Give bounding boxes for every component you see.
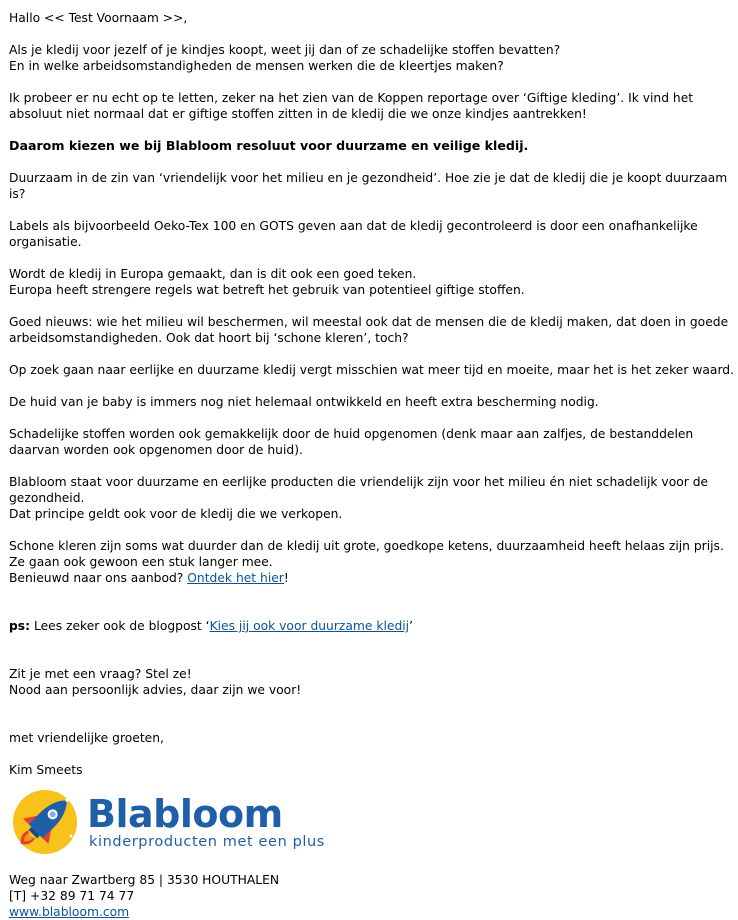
europa-line-2: Europa heeft strengere regels wat betreft het gebruik van potentieel giftige stoffen.	[9, 283, 525, 297]
schone-paragraph	[9, 538, 734, 586]
schone-line-2-prefix: Benieuwd naar ons aanbod?	[9, 571, 188, 585]
greeting: Hallo << Test Voornaam >>,	[9, 11, 188, 25]
intro-paragraph	[9, 42, 734, 74]
website-link[interactable]: www.blabloom.com	[9, 905, 130, 919]
spacer	[9, 602, 734, 618]
blabloom-line-1: Blabloom staat voor duurzame en eerlijke producten die vriendelijk zijn voor het milieu én niet schadelijk voor de gezondheid.	[9, 475, 709, 505]
duurzaam-paragraph: Duurzaam in de zin van ‘vriendelijk voor het milieu en je gezondheid’. Hoe zie je dat de kledij die je koopt duurzaam is?	[9, 171, 728, 201]
blabloom-line-2: Dat principe geldt ook voor de kledij die we verkopen.	[9, 507, 343, 521]
phone: [T] +32 89 71 74 77	[9, 889, 135, 903]
address: Weg naar Zwartberg 85 | 3530 HOUTHALEN	[9, 873, 280, 887]
europa-line-1: Wordt de kledij in Europa gemaakt, dan is dit ook een goed teken.	[9, 267, 417, 281]
logo-text	[87, 794, 325, 850]
signature: Kim Smeets	[9, 763, 83, 777]
ontdek-link[interactable]: Ontdek het hier	[187, 571, 284, 585]
koppen-paragraph: Ik probeer er nu echt op te letten, zeker na het zien van de Koppen reportage over ‘Giftige kleding’. Ik vind het absoluut niet normaal dat er giftige stoffen zitten in de kledij die we onze kindjes aantrekken!	[9, 91, 694, 121]
labels-paragraph: Labels als bijvoorbeeld Oeko-Tex 100 en GOTS geven aan dat de kledij gecontroleerd is door een onafhankelijke organisatie.	[9, 219, 698, 249]
zoeken-paragraph: Op zoek gaan naar eerlijke en duurzame kledij vergt misschien wat meer tijd en moeite, maar het is het zeker waard.	[9, 363, 735, 377]
stoffen-paragraph: Schadelijke stoffen worden ook gemakkelijk door de huid opgenomen (denk maar aan zalfjes, de bestanddelen daarvan worden ook opgenomen door de huid).	[9, 427, 694, 457]
ps-prefix: Lees zeker ook de blogpost ‘	[30, 619, 210, 633]
spacer	[9, 714, 734, 730]
nieuws-paragraph: Goed nieuws: wie het milieu wil beschermen, wil meestal ook dat de mensen die de kledij maken, dat doen in goede arbeidsomstandigheden. Ook dat hoort bij ‘schone kleren’, toch?	[9, 315, 729, 345]
question-paragraph	[9, 666, 734, 698]
schone-line-1: Schone kleren zijn soms wat duurder dan de kledij uit grote, goedkope ketens, duurzaamheid heeft helaas zijn prijs. Ze gaan ook gewoon een stuk langer mee.	[9, 539, 724, 569]
intro-line-1: Als je kledij voor jezelf of je kindjes koopt, weet jij dan of ze schadelijke stoffen bevatten?	[9, 43, 561, 57]
blogpost-link[interactable]: Kies jij ook voor duurzame kledij	[209, 619, 410, 633]
spacer	[9, 650, 734, 666]
ps-suffix: ’	[409, 619, 414, 633]
huid-paragraph: De huid van je baby is immers nog niet helemaal ontwikkeld en heeft extra bescherming nodig.	[9, 395, 599, 409]
schone-line-2-suffix: !	[283, 571, 289, 585]
intro-line-2: En in welke arbeidsomstandigheden de mensen werken die de kleertjes maken?	[9, 59, 504, 73]
logo-name: Blabloom	[87, 792, 283, 836]
section-heading: Daarom kiezen we bij Blabloom resoluut voor duurzame en veilige kledij.	[9, 138, 529, 153]
europa-paragraph	[9, 266, 734, 298]
closing: met vriendelijke groeten,	[9, 731, 164, 745]
blabloom-logo[interactable]	[9, 786, 734, 858]
ps-paragraph	[9, 618, 734, 634]
question-line-1: Zit je met een vraag? Stel ze!	[9, 667, 192, 681]
question-line-2: Nood aan persoonlijk advies, daar zijn we voor!	[9, 683, 302, 697]
ps-label: ps:	[9, 619, 31, 633]
logo-tagline: kinderproducten met een plus	[89, 834, 325, 850]
rocket-icon	[9, 786, 83, 858]
blabloom-paragraph	[9, 474, 734, 522]
